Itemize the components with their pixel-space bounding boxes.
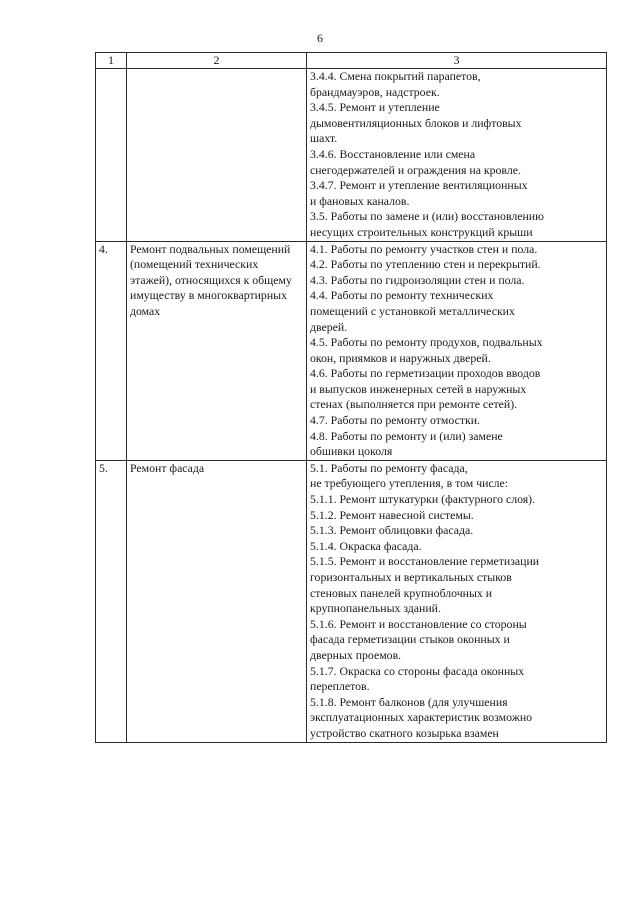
works-list-cell: [307, 241, 607, 460]
table-row: [96, 460, 607, 742]
works-list-line: 4.7. Работы по ремонту отмостки.: [310, 413, 480, 428]
works-list-line: устройство скатного козырька взамен: [310, 725, 499, 740]
column-header-number: 1: [96, 53, 127, 69]
table-header-row: [96, 53, 607, 69]
works-list-line: 5.1.5. Ремонт и восстановление герметизации: [310, 554, 540, 569]
works-list-line: 3.4.6. Восстановление или смена: [310, 146, 476, 161]
works-list-line: 5.1.2. Ремонт навесной системы.: [310, 507, 474, 522]
works-list-line: 4.8. Работы по ремонту и (или) замене: [310, 428, 503, 443]
works-list-line: стенах (выполняется при ремонте сетей).: [310, 397, 518, 412]
works-list-line: и выпусков инженерных сетей в наружных: [310, 381, 527, 396]
works-list-line: дверных проемов.: [310, 647, 402, 662]
works-list-line: 3.4.5. Ремонт и утепление: [310, 100, 440, 115]
works-list-line: крупнопанельных зданий.: [310, 601, 441, 616]
row-number-cell: 4.: [96, 241, 127, 460]
works-list-line: 4.3. Работы по гидроизоляции стен и пола.: [310, 272, 525, 287]
works-list-line: не требующего утепления, в том числе:: [310, 476, 509, 491]
works-list-line: 4.4. Работы по ремонту технических: [310, 288, 494, 303]
works-list-cell: [307, 460, 607, 742]
works-list-line: 5.1.6. Ремонт и восстановление со стороны: [310, 616, 527, 631]
works-list-line: 3.4.4. Смена покрытий парапетов,: [310, 69, 481, 83]
work-type-cell: Ремонт подвальных помещений (помещений технических этажей), относящихся к общему имуществу в многоквартирных домах: [127, 241, 307, 460]
works-list-line: эксплуатационных характеристик возможно: [310, 710, 533, 725]
works-list-line: 4.1. Работы по ремонту участков стен и пола.: [310, 241, 538, 256]
row-number-cell: [96, 69, 127, 242]
works-list-line: 4.2. Работы по утеплению стен и перекрытий.: [310, 257, 541, 272]
works-list-line: дымовентиляционных блоков и лифтовых: [310, 115, 522, 130]
works-list-line: 5.1. Работы по ремонту фасада,: [310, 460, 468, 475]
works-list-line: 3.4.7. Ремонт и утепление вентиляционных: [310, 178, 528, 193]
works-list-line: обшивки цоколя: [310, 444, 393, 459]
works-list-line: шахт.: [310, 131, 338, 146]
works-list-cell: [307, 69, 607, 242]
column-header-works: 3: [307, 53, 607, 69]
works-list-line: 4.6. Работы по герметизации проходов вводов: [310, 366, 541, 381]
works-list-line: переплетов.: [310, 679, 370, 694]
works-list-line: несущих строительных конструкций крыши: [310, 224, 533, 239]
works-list-line: 5.1.1. Ремонт штукатурки (фактурного слоя).: [310, 492, 536, 507]
works-list-line: 5.1.4. Окраска фасада.: [310, 538, 422, 553]
works-list-line: брандмауэров, надстроек.: [310, 84, 440, 99]
work-type-cell: [127, 69, 307, 242]
work-type-cell: Ремонт фасада: [127, 460, 307, 742]
works-list-line: стеновых панелей крупноблочных и: [310, 585, 493, 600]
works-list-line: 5.1.8. Ремонт балконов (для улучшения: [310, 694, 508, 709]
row-number-cell: 5.: [96, 460, 127, 742]
table-row: [96, 69, 607, 242]
works-list-line: 4.5. Работы по ремонту продухов, подвальных: [310, 335, 543, 350]
works-list-line: окон, приямков и наружных дверей.: [310, 350, 491, 365]
works-list-line: 5.1.3. Ремонт облицовки фасада.: [310, 523, 474, 538]
works-list-line: горизонтальных и вертикальных стыков: [310, 570, 512, 584]
works-list-line: помещений с установкой металлических: [310, 303, 515, 318]
works-list-line: и фановых каналов.: [310, 193, 410, 208]
works-list-line: 5.1.7. Окраска со стороны фасада оконных: [310, 663, 525, 678]
works-list-line: снегодержателей и ограждения на кровле.: [310, 162, 521, 177]
works-list-line: 3.5. Работы по замене и (или) восстановлению: [310, 209, 544, 224]
column-header-name: 2: [127, 53, 307, 69]
works-list-line: фасада герметизации стыков оконных и: [310, 632, 510, 647]
works-list-line: дверей.: [310, 319, 348, 334]
table-row: [96, 241, 607, 460]
page-number: 6: [317, 31, 323, 45]
works-table: [95, 52, 607, 743]
